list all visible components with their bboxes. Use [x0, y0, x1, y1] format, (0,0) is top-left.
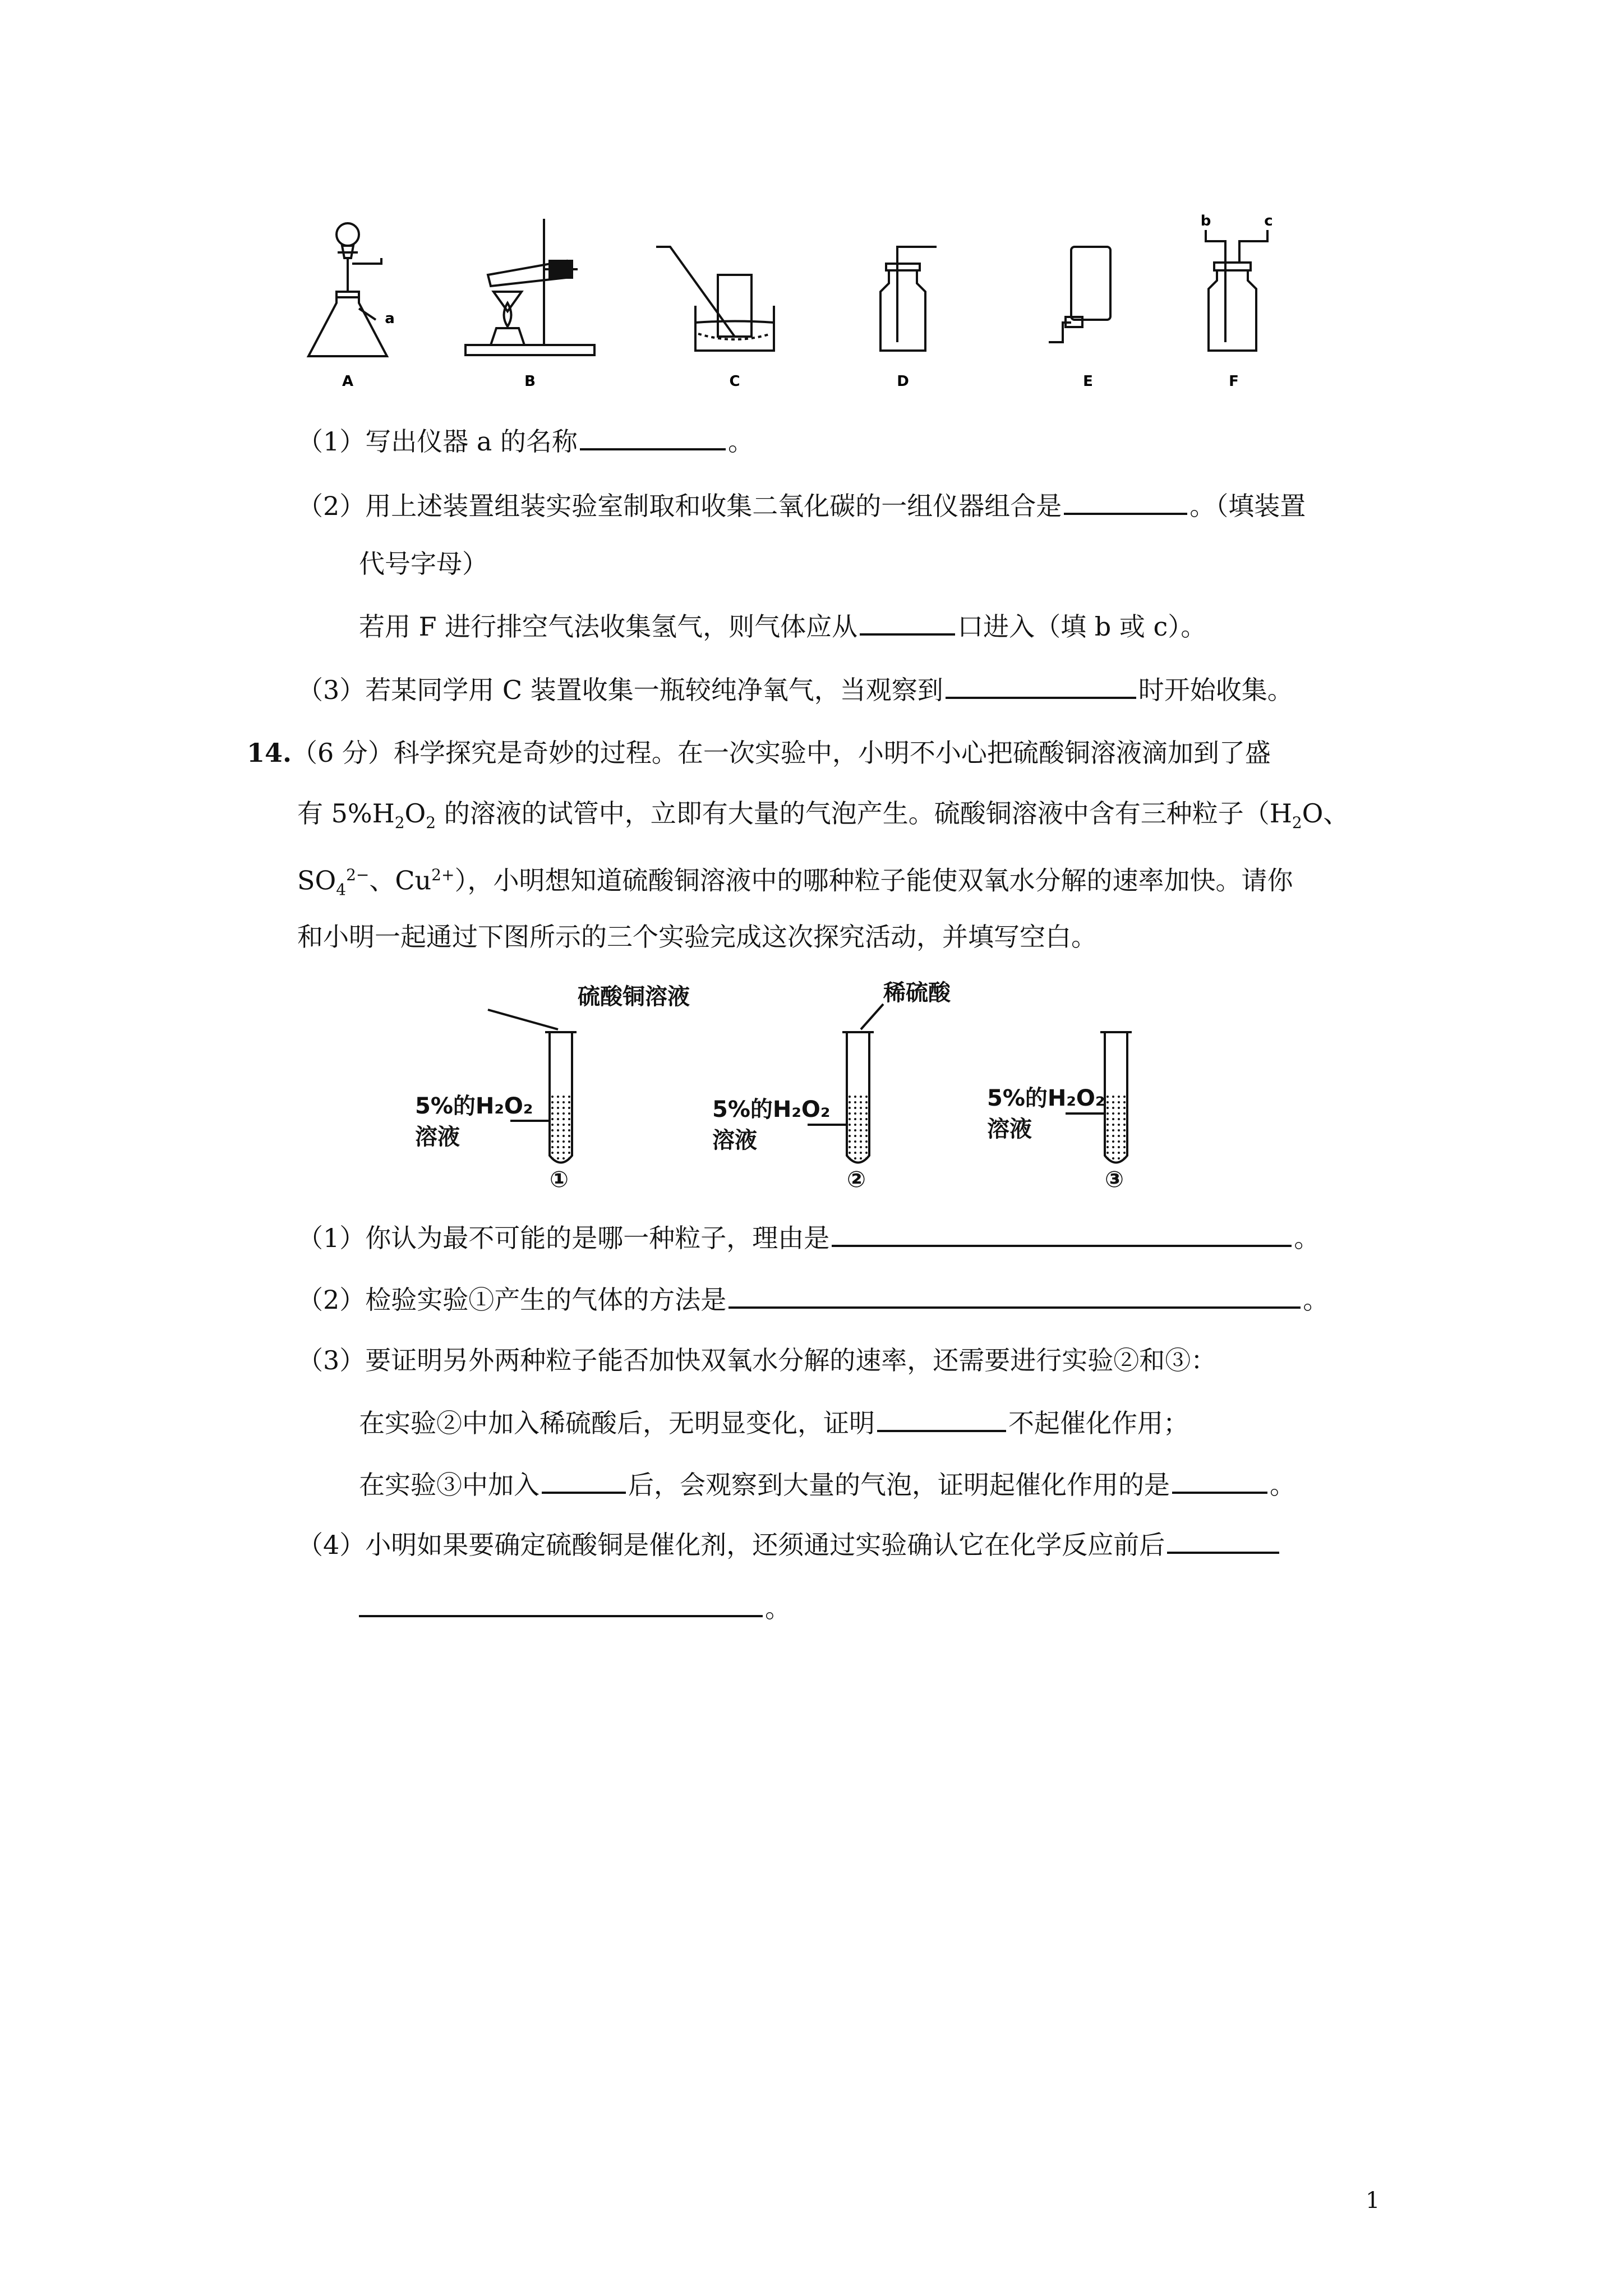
answer-blank[interactable] — [359, 1590, 763, 1617]
apparatus-label-f: F — [1229, 373, 1239, 390]
q13-part2: （2）用上述装置组装实验室制取和收集二氧化碳的一组仪器组合是 。（填装置 — [297, 488, 1306, 523]
tube1-solution-label: 5%的H₂O₂ — [415, 1093, 533, 1119]
answer-blank[interactable] — [1172, 1467, 1267, 1494]
apparatus-label-c: C — [729, 373, 740, 390]
answer-blank[interactable] — [580, 424, 726, 450]
q14-intro-line4: 和小明一起通过下图所示的三个实验完成这次探究活动，并填写空白。 — [297, 922, 1097, 952]
tube3-solution-label2: 溶液 — [987, 1116, 1032, 1142]
apparatus-mark-a: a — [385, 310, 395, 327]
q14-part3a: 在实验②中加入稀硫酸后，无明显变化，证明 不起催化作用； — [359, 1405, 1189, 1440]
q13-part3: （3）若某同学用 C 装置收集一瓶较纯净氧气，当观察到 时开始收集。 — [297, 672, 1293, 707]
tube1-reagent-label: 硫酸铜溶液 — [578, 984, 690, 1010]
tube2-solution-label: 5%的H₂O₂ — [712, 1097, 831, 1122]
q14-part2: （2）检验实验①产生的气体的方法是 。 — [297, 1282, 1329, 1317]
page-number: 1 — [1366, 2188, 1380, 2214]
apparatus-label-a: A — [342, 373, 354, 390]
tube1-solution-label2: 溶液 — [415, 1124, 460, 1150]
q14-intro-line2: 有 $5\%H_2O_2$ 的溶液的试管中，立即有大量的气泡产生。硫酸铜溶液中含有三种粒子（$H_2O$、 — [297, 798, 1349, 832]
answer-blank[interactable] — [877, 1405, 1006, 1432]
apparatus-f — [1206, 230, 1267, 351]
answer-blank[interactable] — [542, 1467, 626, 1494]
q13-part2-cont: 代号字母） — [359, 549, 488, 579]
apparatus-mark-c: c — [1264, 213, 1273, 229]
tube2-solution-label2: 溶液 — [712, 1128, 757, 1153]
apparatus-c — [656, 247, 774, 351]
apparatus-label-b: B — [524, 373, 536, 390]
q13-part1: （1）写出仪器 a 的名称 。 — [297, 424, 754, 458]
tube3-number: ③ — [1105, 1167, 1124, 1193]
answer-blank[interactable] — [832, 1220, 1292, 1247]
answer-blank[interactable] — [860, 609, 955, 636]
q14-part4-cont: 。 — [359, 1590, 791, 1625]
tube3-solution-label: 5%的H₂O₂ — [987, 1085, 1105, 1111]
apparatus-a — [308, 223, 387, 356]
tube1-number: ① — [550, 1167, 569, 1193]
question-number: 14. — [247, 738, 292, 768]
test-tubes-figure — [415, 980, 1144, 1195]
apparatus-d — [880, 247, 937, 351]
q14-intro-line1: 14.（6 分）科学探究是奇妙的过程。在一次实验中，小明不小心把硫酸铜溶液滴加到了盛 — [247, 738, 1271, 768]
answer-blank[interactable] — [1064, 488, 1187, 515]
apparatus-label-e: E — [1083, 373, 1093, 390]
apparatus-e — [1049, 247, 1110, 342]
q14-intro-line3: $SO_4^{2-}$、$Cu^{2+}$），小明想知道硫酸铜溶液中的哪种粒子能使双氧水分解的速率加快。请你 — [297, 865, 1293, 899]
answer-blank[interactable] — [1167, 1527, 1279, 1554]
q13-part2-f: 若用 F 进行排空气法收集氢气，则气体应从 口进入（填 b 或 c）。 — [359, 609, 1206, 643]
tube2-number: ② — [847, 1167, 866, 1193]
tube2-reagent-label: 稀硫酸 — [883, 980, 951, 1006]
apparatus-figure — [303, 208, 1290, 393]
q14-part1: （1）你认为最不可能的是哪一种粒子，理由是 。 — [297, 1220, 1320, 1255]
answer-blank[interactable] — [946, 672, 1136, 699]
q14-part3: （3）要证明另外两种粒子能否加快双氧水分解的速率，还需要进行实验②和③： — [297, 1345, 1217, 1375]
apparatus-label-d: D — [897, 373, 909, 390]
q14-part4: （4）小明如果要确定硫酸铜是催化剂，还须通过实验确认它在化学反应前后 — [297, 1527, 1281, 1562]
answer-blank[interactable] — [728, 1282, 1301, 1309]
apparatus-mark-b: b — [1200, 213, 1211, 229]
apparatus-b — [465, 219, 594, 355]
q14-part3b: 在实验③中加入 后，会观察到大量的气泡，证明起催化作用的是 。 — [359, 1467, 1295, 1502]
